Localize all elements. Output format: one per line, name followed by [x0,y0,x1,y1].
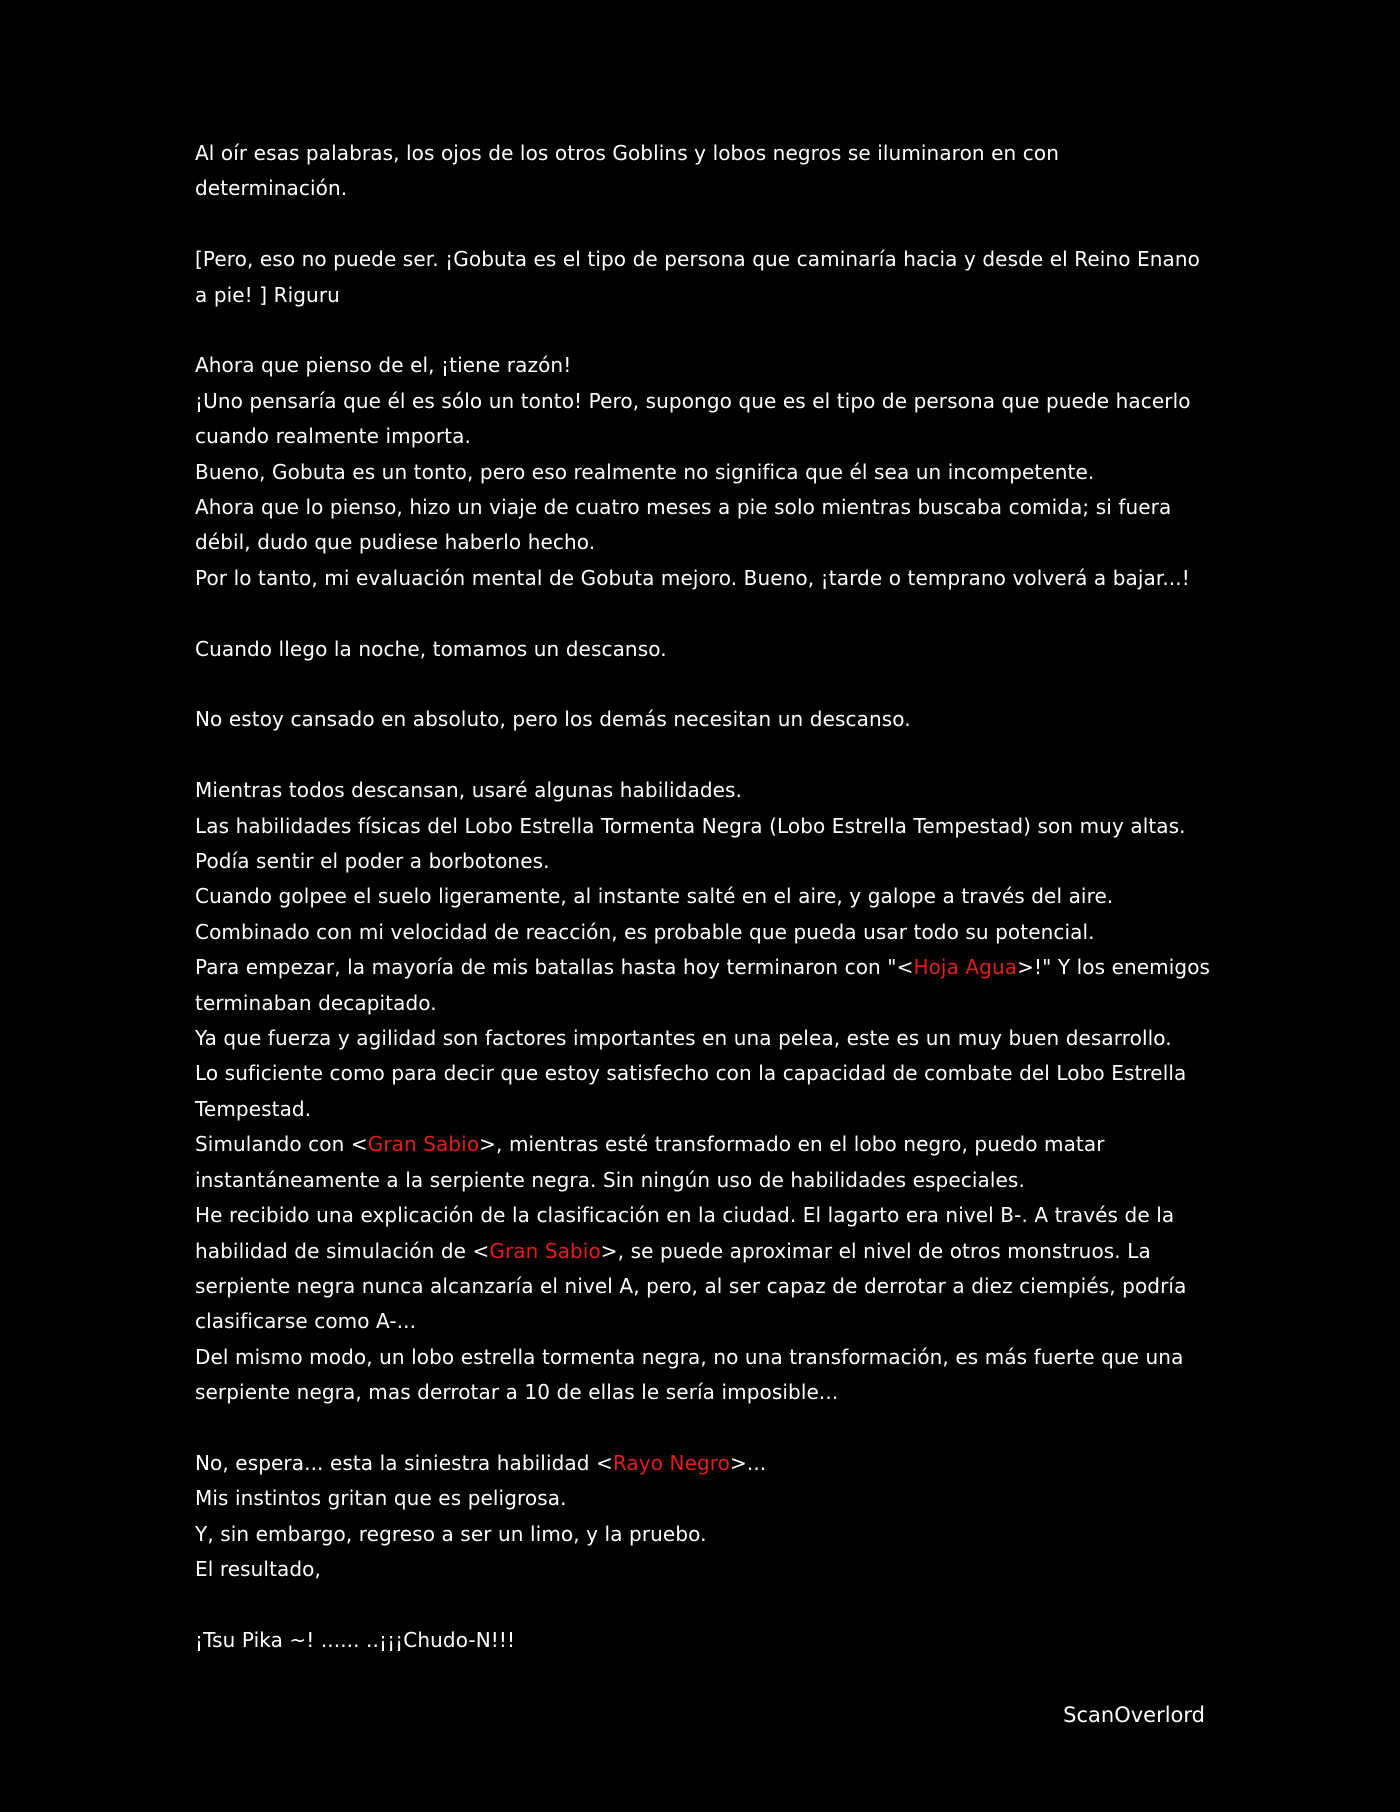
skill-name-highlight: Rayo Negro [612,1450,730,1475]
blank-line [195,667,1215,702]
text-line: Ahora que lo pienso, hizo un viaje de cuatro meses a pie solo mientras buscaba comida; si fuera [195,495,1172,520]
text-line: Podía sentir el poder a borbotones. [195,849,550,874]
text-line: Ahora que pienso de el, ¡tiene razón! [195,353,572,378]
text-line: ¡Uno pensaría que él es sólo un tonto! Pero, supongo que es el tipo de persona que puede hacerlo [195,388,1191,413]
text-line: He recibido una explicación de la clasificación en la ciudad. El lagarto era nivel B-. A través de la [195,1203,1175,1228]
text-segment: >!" Y los enemigos [1017,955,1211,980]
text-line: Al oír esas palabras, los ojos de los otros Goblins y lobos negros se iluminaron en con [195,141,1059,165]
text-line [195,1234,1215,1269]
text-line: Mis instintos gritan que es peligrosa. [195,1486,567,1511]
text-line: ¡Tsu Pika ~! ...... ..¡¡¡Chudo-N!!! [195,1627,516,1652]
blank-line [195,1411,1215,1446]
text-segment: >... [730,1450,767,1475]
document-body [195,136,1215,1658]
text-line: Mientras todos descansan, usaré algunas habilidades. [195,778,743,803]
text-line: Lo suficiente como para decir que estoy satisfecho con la capacidad de combate del Lobo Estrella [195,1061,1187,1086]
scanlator-credit: ScanOverlord [1063,1703,1205,1727]
text-segment: habilidad de simulación de < [195,1238,490,1263]
text-line: Tempestad. [195,1096,312,1121]
text-line: No estoy cansado en absoluto, pero los demás necesitan un descanso. [195,707,911,732]
skill-name-highlight: Hoja Agua [913,955,1018,980]
text-line [195,950,1215,985]
text-line: [Pero, eso no puede ser. ¡Gobuta es el tipo de persona que caminaría hacia y desde el Reino Enano [195,247,1200,272]
text-segment: >, mientras esté transformado en el lobo negro, puedo matar [479,1132,1105,1157]
text-line: El resultado, [195,1557,321,1582]
text-line: Combinado con mi velocidad de reacción, es probable que pueda usar todo su potencial. [195,919,1095,944]
text-line: a pie! ] Riguru [195,282,340,307]
text-segment: Simulando con < [195,1132,368,1157]
text-line: Del mismo modo, un lobo estrella tormenta negra, no una transformación, es más fuerte que una [195,1344,1184,1369]
blank-line [195,207,1215,242]
text-line: Bueno, Gobuta es un tonto, pero eso realmente no significa que él sea un incompetente. [195,459,1095,484]
skill-name-highlight: Gran Sabio [489,1238,601,1263]
text-line: determinación. [195,176,348,201]
text-line [195,1127,1215,1162]
text-segment: Para empezar, la mayoría de mis batallas hasta hoy terminaron con "< [195,955,914,980]
text-segment: No, espera... esta la siniestra habilidad < [195,1450,613,1475]
text-line: terminaban decapitado. [195,990,437,1015]
text-line: débil, dudo que pudiese haberlo hecho. [195,530,596,555]
text-line [195,1446,1215,1481]
blank-line [195,1588,1215,1623]
text-line: serpiente negra nunca alcanzaría el nivel A, pero, al ser capaz de derrotar a diez ciempiés, podría [195,1273,1187,1298]
text-line: serpiente negra, mas derrotar a 10 de ellas le sería imposible... [195,1380,839,1405]
text-line: Cuando golpee el suelo ligeramente, al instante salté en el aire, y galope a través del aire. [195,884,1114,909]
text-line: clasificarse como A-... [195,1309,417,1334]
text-line: instantáneamente a la serpiente negra. Sin ningún uso de habilidades especiales. [195,1167,1025,1192]
text-line: Por lo tanto, mi evaluación mental de Gobuta mejoro. Bueno, ¡tarde o temprano volverá a bajar...! [195,565,1190,590]
blank-line [195,596,1215,631]
text-line: Y, sin embargo, regreso a ser un limo, y la pruebo. [195,1521,707,1546]
text-line: Cuando llego la noche, tomamos un descanso. [195,636,667,661]
text-segment: >, se puede aproximar el nivel de otros monstruos. La [600,1238,1151,1263]
text-line: cuando realmente importa. [195,424,471,449]
blank-line [195,313,1215,348]
skill-name-highlight: Gran Sabio [367,1132,480,1157]
blank-line [195,738,1215,773]
text-line: Ya que fuerza y agilidad son factores importantes en una pelea, este es un muy buen desarrollo. [195,1026,1172,1051]
text-line: Las habilidades físicas del Lobo Estrella Tormenta Negra (Lobo Estrella Tempestad) son muy altas. [195,813,1186,838]
